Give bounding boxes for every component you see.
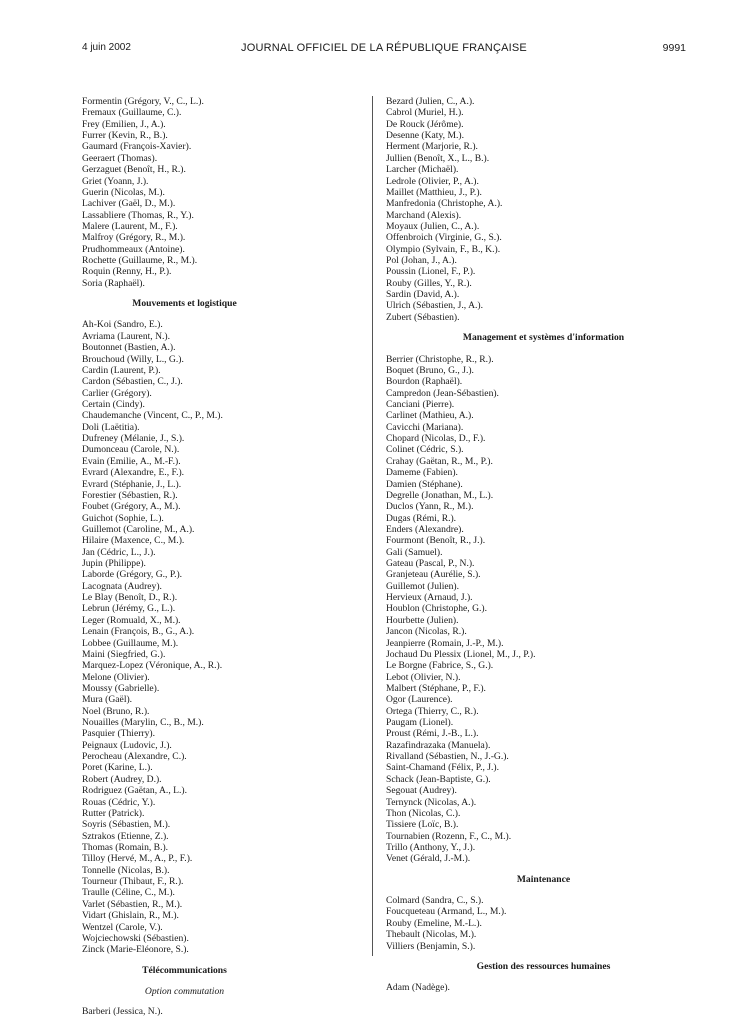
right-column (386, 96, 672, 994)
name-entry: Lebot (Olivier, N.). (386, 671, 461, 683)
name-entry: Noel (Bruno, R.). (82, 705, 150, 717)
name-entry: Le Borgne (Fabrice, S., G.). (386, 660, 494, 672)
section-heading: Gestion des ressources humaines (476, 960, 611, 972)
name-entry: Foubet (Grégory, A., M.). (82, 501, 181, 513)
name-entry: Furrer (Kevin, R., B.). (82, 130, 168, 142)
name-entry: Fremaux (Guillaume, C.). (82, 107, 182, 119)
name-entry: Bezard (Julien, C., A.). (386, 96, 475, 107)
name-entry: Paugam (Lionel). (386, 717, 454, 729)
name-entry: Rodriguez (Gaëtan, A., L.). (82, 785, 187, 797)
name-entry: Ulrich (Sébastien, J., A.). (386, 300, 483, 312)
name-entry: Geeraert (Thomas). (82, 152, 158, 164)
name-entry: Lenain (François, B., G., A.). (82, 626, 195, 638)
name-entry: Sztrakos (Etienne, Z.). (82, 830, 169, 842)
name-entry: Olympio (Sylvain, F., B., K.). (386, 243, 501, 255)
name-entry: Offenbroich (Virginie, G., S.). (386, 232, 502, 244)
name-entry: Segouat (Audrey). (386, 785, 457, 797)
name-entry: Proust (Rémi, J.-B., L.). (386, 728, 479, 740)
name-entry: Saint-Chamand (Félix, P., J.). (386, 762, 499, 774)
name-entry: Razafindrazaka (Manuela). (386, 739, 491, 751)
name-entry: Jan (Cédric, L., J.). (82, 546, 156, 558)
name-entry: Marchand (Alexis). (386, 209, 462, 221)
name-entry: Rochette (Guillaume, R., M.). (82, 255, 198, 267)
name-entry: Jochaud Du Plessix (Lionel, M., J., P.). (386, 648, 536, 660)
name-entry: Manfredonia (Christophe, A.). (386, 198, 503, 210)
page-number: 9991 (662, 42, 686, 54)
name-entry: Doli (Laëtitia). (82, 421, 140, 433)
name-entry: Formentin (Grégory, V., C., L.). (82, 96, 204, 107)
name-entry: Poussin (Lionel, F., P.). (386, 266, 476, 278)
name-entry: Malfroy (Grégory, R., M.). (82, 232, 186, 244)
name-entry: Barberi (Jessica, N.). (82, 1006, 163, 1018)
name-entry: Colinet (Cédric, S.). (386, 444, 464, 456)
name-entry: Gateau (Pascal, P., N.). (386, 558, 475, 570)
name-entry: Tonnelle (Nicolas, B.). (82, 864, 170, 876)
name-entry: Thon (Nicolas, C.). (386, 807, 461, 819)
name-entry: Pasquier (Thierry). (82, 728, 155, 740)
name-entry: Rutter (Patrick). (82, 807, 145, 819)
name-entry: Le Blay (Benoît, D., R.). (82, 592, 178, 604)
name-entry: Carlier (Grégory). (82, 387, 152, 399)
name-entry: Venet (Gérald, J.-M.). (386, 853, 471, 865)
section-heading: Mouvements et logistique (132, 298, 237, 310)
name-entry: Robert (Audrey, D.). (82, 773, 162, 785)
name-entry: Jullien (Benoît, X., L., B.). (386, 152, 490, 164)
name-entry: Degrelle (Jonathan, M., L.). (386, 489, 494, 501)
name-entry: Griet (Yoann, J.). (82, 175, 149, 187)
name-entry: Evrard (Alexandre, E., F.). (82, 467, 185, 479)
name-entry: Rouby (Gilles, Y., R.). (386, 277, 472, 289)
name-entry: De Rouck (Jérôme). (386, 118, 464, 130)
name-entry: Cabrol (Muriel, H.). (386, 107, 464, 119)
name-entry: Enders (Alexandre). (386, 523, 464, 535)
section-heading: Management et systèmes d'information (462, 332, 625, 344)
name-entry: Lebrun (Jérémy, G., L.). (82, 603, 176, 615)
name-entry: Frey (Emilien, J., A.). (82, 118, 166, 130)
name-entry: Ogor (Laurence). (386, 694, 453, 706)
name-entry: Thomas (Romain, B.). (82, 842, 169, 853)
name-entry: Dugas (Rémi, R.). (386, 512, 457, 524)
name-entry: Moyaux (Julien, C., A.). (386, 220, 480, 232)
name-entry: Hilaire (Maxence, C., M.). (82, 535, 185, 547)
name-entry: Lacognata (Audrey). (82, 580, 162, 592)
name-entry: Guichot (Sophie, L.). (82, 512, 164, 524)
name-entry: Cavicchi (Mariana). (386, 421, 464, 433)
name-entry: Foucqueteau (Armand, L., M.). (386, 906, 507, 918)
name-entry: Laborde (Grégory, G., P.). (82, 569, 183, 581)
name-entry: Herment (Marjorie, R.). (386, 141, 478, 153)
name-entry: Nouailles (Marylin, C., B., M.). (82, 717, 204, 729)
name-entry: Schack (Jean-Baptiste, G.). (386, 773, 491, 785)
name-entry: Damien (Stéphane). (386, 478, 463, 490)
name-entry: Soria (Raphaël). (82, 277, 145, 289)
name-entry: Sardin (David, A.). (386, 289, 460, 301)
name-entry: Dumonceau (Carole, N.). (82, 444, 180, 456)
name-entry: Avriama (Laurent, N.). (82, 330, 170, 342)
page-header (82, 42, 686, 58)
section-heading: Télécommunications (142, 964, 227, 976)
name-entry: Lassabliere (Thomas, R., Y.). (82, 209, 194, 221)
name-entry: Leger (Romuald, X., M.). (82, 614, 181, 626)
name-entry: Berrier (Christophe, R., R.). (386, 353, 494, 365)
name-entry: Canciani (Pierre). (386, 398, 455, 410)
name-entry: Boquet (Bruno, G., J.). (386, 364, 474, 376)
name-entry: Ah-Koi (Sandro, E.). (82, 319, 163, 331)
name-entry: Maillet (Matthieu, J., P.). (386, 186, 482, 198)
name-entry: Guerin (Nicolas, M.). (82, 186, 165, 198)
name-entry: Adam (Nadège). (386, 982, 450, 994)
name-entry: Moussy (Gabrielle). (82, 682, 160, 694)
name-entry: Desenne (Katy, M.). (386, 130, 464, 142)
column-divider (372, 96, 373, 956)
name-entry: Gerzaguet (Benoît, H., R.). (82, 164, 186, 176)
name-entry: Rouas (Cédric, Y.). (82, 796, 156, 808)
name-entry: Gaumard (François-Xavier). (82, 141, 192, 153)
name-entry: Larcher (Michaël). (386, 164, 459, 176)
name-entry: Houblon (Christophe, G.). (386, 603, 487, 615)
name-entry: Maini (Siegfried, G.). (82, 648, 166, 660)
name-entry: Gali (Samuel). (386, 546, 443, 558)
name-entry: Crahay (Gaëtan, R., M., P.). (386, 455, 493, 467)
name-entry: Granjeteau (Aurélie, S.). (386, 569, 481, 581)
name-entry: Rivalland (Sébastien, N., J.-G.). (386, 751, 509, 763)
name-entry: Lobbee (Guillaume, M.). (82, 637, 179, 649)
name-entry: Dufreney (Mélanie, J., S.). (82, 433, 185, 445)
name-entry: Ternynck (Nicolas, A.). (386, 796, 477, 808)
name-entry: Brouchoud (Willy, L., G.). (82, 353, 184, 365)
name-entry: Forestier (Sébastien, R.). (82, 489, 178, 501)
name-entry: Poret (Karine, L.). (82, 762, 153, 774)
name-entry: Soyris (Sébastien, M.). (82, 819, 171, 831)
name-entry: Dameme (Fabien). (386, 467, 458, 479)
name-entry: Duclos (Yann, R., M.). (386, 501, 474, 513)
name-entry: Tilloy (Hervé, M., A., P., F.). (82, 853, 193, 865)
name-entry: Malere (Laurent, M., F.). (82, 220, 178, 232)
name-entry: Colmard (Sandra, C., S.). (386, 895, 484, 907)
name-entry: Vidart (Ghislain, R., M.). (82, 910, 179, 922)
name-entry: Zubert (Sébastien). (386, 311, 460, 323)
name-entry: Ortega (Thierry, C., R.). (386, 705, 479, 717)
name-entry: Lachiver (Gaël, D., M.). (82, 198, 176, 210)
name-entry: Evain (Emilie, A., M.-F.). (82, 455, 181, 467)
name-entry: Guillemot (Caroline, M., A.). (82, 523, 195, 535)
name-entry: Trillo (Anthony, Y., J.). (386, 842, 476, 853)
name-entry: Traulle (Céline, C., M.). (82, 887, 175, 899)
name-entry: Malbert (Stéphane, P., F.). (386, 682, 486, 694)
name-entry: Zinck (Marie-Eléonore, S.). (82, 944, 189, 956)
name-entry: Boutonnet (Bastien, A.). (82, 342, 176, 354)
name-entry: Roquin (Renny, H., P.). (82, 266, 172, 278)
name-entry: Fourmont (Benoît, R., J.). (386, 535, 486, 547)
name-entry: Jancon (Nicolas, R.). (386, 626, 467, 638)
name-entry: Pol (Johan, J., A.). (386, 255, 457, 267)
name-entry: Rouby (Emeline, M.-L.). (386, 917, 482, 929)
name-entry: Tissiere (Loïc, B.). (386, 819, 459, 831)
name-entry: Ledrole (Olivier, P., A.). (386, 175, 479, 187)
name-entry: Jupin (Philippe). (82, 558, 146, 570)
name-entry: Carlinet (Mathieu, A.). (386, 410, 474, 422)
name-entry: Villiers (Benjamin, S.). (386, 940, 476, 952)
name-entry: Wentzel (Carole, V.). (82, 921, 163, 933)
name-entry: Wojciechowski (Sébastien). (82, 932, 189, 944)
name-entry: Peignaux (Ludovic, J.). (82, 739, 172, 751)
name-entry: Cardon (Sébastien, C., J.). (82, 376, 183, 388)
name-entry: Thebault (Nicolas, M.). (386, 929, 477, 941)
name-entry: Chopard (Nicolas, D., F.). (386, 433, 486, 445)
name-entry: Tournabien (Rozenn, F., C., M.). (386, 830, 512, 842)
name-entry: Evrard (Stéphanie, J., L.). (82, 478, 182, 490)
name-entry: Chaudemanche (Vincent, C., P., M.). (82, 410, 223, 422)
name-entry: Perocheau (Alexandre, C.). (82, 751, 187, 763)
subsection-heading: Option commutation (144, 985, 225, 997)
name-entry: Bourdon (Raphaël). (386, 376, 463, 388)
name-entry: Tourneur (Thibaut, F., R.). (82, 876, 184, 888)
section-heading: Maintenance (516, 873, 571, 885)
name-entry: Hourbette (Julien). (386, 614, 459, 626)
name-entry: Mura (Gaël). (82, 694, 133, 706)
left-column (82, 96, 360, 1018)
journal-title: JOURNAL OFFICIEL DE LA RÉPUBLIQUE FRANÇAISE (241, 42, 527, 54)
name-entry: Campredon (Jean-Sébastien). (386, 387, 499, 399)
name-entry: Prudhommeaux (Antoine). (82, 243, 185, 255)
name-entry: Melone (Olivier). (82, 671, 150, 683)
name-entry: Marquez-Lopez (Véronique, A., R.). (82, 660, 223, 672)
issue-date: 4 juin 2002 (82, 42, 131, 53)
name-entry: Varlet (Sébastien, R., M.). (82, 898, 183, 910)
name-entry: Guillemot (Julien). (386, 580, 460, 592)
name-entry: Certain (Cindy). (82, 398, 145, 410)
name-entry: Hervieux (Arnaud, J.). (386, 592, 473, 604)
name-entry: Jeanpierre (Romain, J.-P., M.). (386, 637, 504, 649)
name-entry: Cardin (Laurent, P.). (82, 364, 161, 376)
